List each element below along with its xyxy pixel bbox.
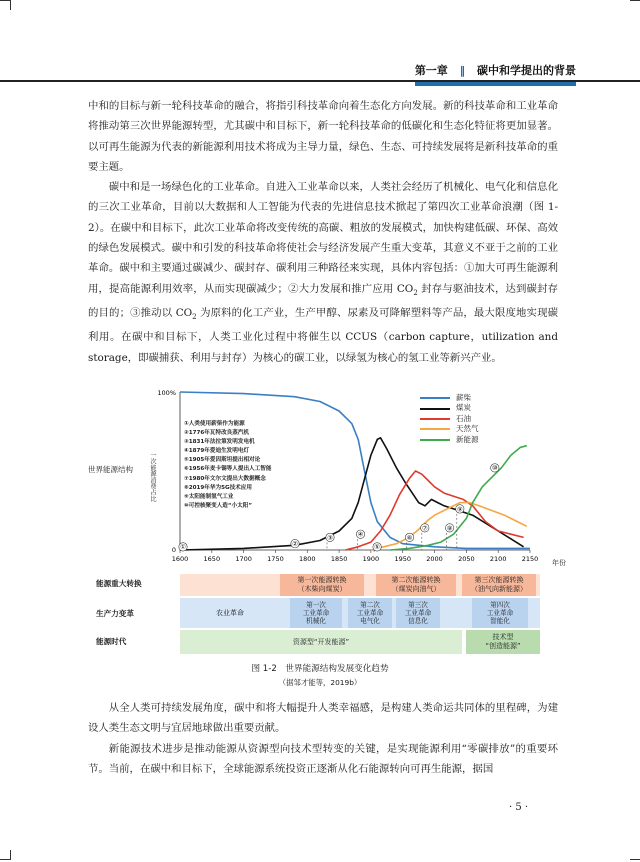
legend-item: 天然气: [420, 424, 479, 434]
x-tick-label: 2150: [521, 555, 539, 563]
event-marker-label: ⑤: [374, 543, 381, 552]
event-marker-label: ①: [180, 543, 186, 552]
y-axis-label: 世界能源结构: [88, 465, 133, 474]
energy-transition-1: 第一次能源转换 （木柴向煤炭）: [280, 574, 364, 596]
chapter-title: 碳中和学提出的背景: [477, 64, 576, 77]
event-item: ④1879年爱迪生发明电灯: [184, 448, 250, 455]
crop-mark-bottom-left: [10, 850, 11, 860]
energy-structure-chart: [88, 382, 568, 570]
event-marker-label: ③: [327, 533, 333, 542]
event-item: ⑤1905年爱因斯坦提出相对论: [184, 457, 261, 464]
event-marker-label: ⑦: [421, 524, 428, 533]
paragraph-3: 从全人类可持续发展角度，碳中和将大幅提升人类幸福感，是构建人类命运共同体的里程碑，为建设人类生态文明与宜居地球做出重要贡献。: [88, 702, 558, 735]
event-marker-label: ⑨: [456, 505, 463, 514]
legend-item: 新能源: [420, 435, 479, 445]
x-tick-label: 1650: [203, 555, 221, 563]
crop-mark-bottom-right: [630, 859, 640, 860]
event-marker-label: ②: [292, 540, 298, 549]
y-axis-unit: 一次能源消费占比: [149, 452, 156, 502]
crop-mark-bottom-left: [0, 859, 10, 860]
energy-transition-3: 第三次能源转换 （油气向新能源）: [462, 574, 536, 596]
y-tick-label: 0: [171, 546, 176, 554]
x-tick-label: 2050: [458, 555, 475, 563]
event-item: ⑥1956年麦卡锡等人提出人工智能: [184, 466, 272, 473]
energy-era-resource: 资源型“开发能源”: [180, 630, 462, 654]
crop-mark-top-right: [630, 0, 640, 1]
crop-mark-top-left: [10, 0, 11, 10]
page-number: · 5 ·: [509, 802, 529, 813]
chart-svg: [88, 382, 568, 578]
x-tick-label: 1850: [330, 555, 348, 563]
x-tick-label: 2000: [426, 555, 443, 563]
event-marker-label: ④: [357, 530, 364, 539]
event-item: ⑧2019年华为5G技术应用: [184, 484, 252, 491]
paragraph-4: 新能源技术进步是推动能源从资源型向技术型转变的关键，是实现能源利用“零碳排放”的重要环节。当前，在碳中和目标下，全球能源系统投资正逐渐从化石能源转向可再生能源，据国: [88, 742, 558, 775]
event-item: ⑩可控核聚变人造“小太阳”: [184, 502, 253, 509]
productivity-industrial-4: 第四次 工业革命 智能化: [472, 598, 528, 628]
event-item: ①人类使用薪柴作为能源: [184, 421, 245, 427]
productivity-agriculture: 农业革命: [216, 608, 244, 617]
chapter-label: 第一章: [414, 64, 448, 77]
legend-item: 石油: [420, 414, 479, 424]
event-marker-label: ⑩: [491, 464, 498, 473]
chart-legend: [420, 393, 479, 445]
events-list: [184, 420, 271, 511]
paragraph-1: 中和的目标与新一轮科技革命的融合，将指引科技革命向着生态化方向发展。新的科技革命和工业革命将推动第三次世界能源转型，尤其碳中和目标下，新一轮科技革命的低碳化和生态化特征将更加显著。以可再生能源为代表的新能源利用技术将成为主导力量，绿色、生态、可持续发展将是新科技革命的重要主题。: [88, 100, 558, 173]
productivity-industrial-2: 第二次 工业革命 电气化: [348, 598, 392, 628]
event-item: ②1776年瓦特改良蒸汽机: [184, 430, 250, 437]
x-tick-label: 1750: [267, 555, 284, 563]
event-item: ⑨太阳能制氢气工业: [184, 493, 234, 500]
body-text-bottom: [88, 698, 558, 779]
x-tick-label: 1950: [394, 555, 412, 563]
x-tick-label: 1700: [235, 555, 252, 563]
legend-item: 煤炭: [420, 403, 479, 413]
header-separator: ‖: [459, 64, 466, 77]
event-item: ⑦1980年文尔文提出大数据概念: [184, 475, 266, 482]
event-marker-label: ⑥: [406, 533, 413, 542]
figure-source: （据邹才能等，2019b）: [278, 678, 362, 687]
crop-mark-top-left: [0, 0, 10, 1]
row-label-energy-transition: 能源重大转换: [96, 579, 142, 588]
event-marker-label: ⑧: [446, 524, 453, 533]
productivity-industrial-3: 第三次 工业革命 信息化: [396, 598, 440, 628]
x-tick-label: 1800: [298, 555, 316, 563]
x-axis-unit: 年份: [552, 559, 566, 567]
row-label-productivity: 生产力变革: [96, 609, 134, 618]
energy-transition-2: 第二次能源转换 （煤炭向油气）: [376, 574, 456, 596]
figure-caption: 图 1-2 世界能源结构发展变化趋势: [251, 664, 389, 674]
x-tick-label: 2100: [489, 555, 507, 563]
series-line: [346, 471, 524, 550]
y-tick-label: 100%: [157, 389, 176, 397]
productivity-industrial-1: 第一次 工业革命 机械化: [290, 598, 342, 628]
header-rule: [0, 80, 640, 82]
paragraph-2: 碳中和是一场绿色化的工业革命。自进入工业革命以来，人类社会经历了机械化、电气化和信息化的三次工业革命，目前以大数据和人工智能为代表的先进信息技术掀起了第四次工业革命浪潮（图 1-2）。在碳中和目标下，此次工业革命将改变传统的高碳、粗放的发展模式，加快构建低碳、环保、高效的绿色发展模式。碳中和引发的科技革命将使社会与经济发展产生重大变革，其意义不亚于之前的工业革命。碳中和主要通过碳减少、碳封存、碳利用三种路径来实现，具体内容包括：①加大可再生能源利用，提高能源利用效率，从而实现碳减少；②大力发展和推广应用 $CO_2$ 封存与驱油技术，达到碳封存的目的；③推动以 $CO_2$ 为原料的化工产业，生产甲醇、尿素及可降解塑料等产品，最大限度地实现碳利用。在碳中和目标下，人类工业化过程中将催生以 CCUS（carbon capture，utilization and storage，即碳捕获、利用与封存）为核心的碳工业，以绿氢为核心的氢工业等新兴产业。: [88, 181, 558, 364]
row-label-energy-era: 能源时代: [96, 637, 127, 646]
energy-era-technology: 技术型 “创造能源”: [466, 630, 540, 654]
x-tick-label: 1900: [362, 555, 380, 563]
event-item: ③1831年法拉第发明发电机: [184, 439, 255, 446]
body-text-top: [88, 96, 558, 368]
x-tick-label: 1600: [171, 555, 189, 563]
running-header: [415, 62, 576, 86]
legend-item: 薪柴: [420, 393, 479, 403]
